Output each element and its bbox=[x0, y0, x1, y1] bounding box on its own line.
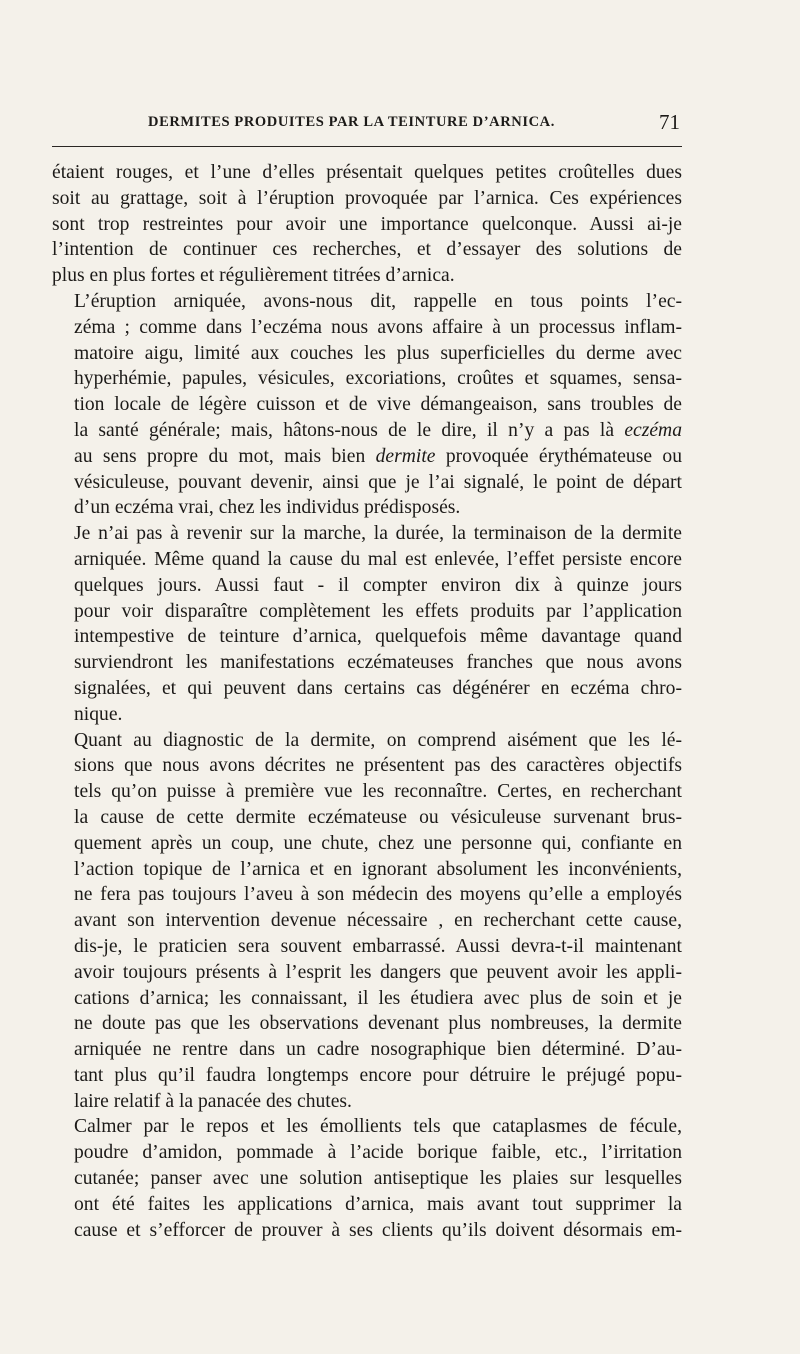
italic-term: dermite bbox=[375, 445, 436, 467]
text-line: intempestive de teinture d’arnica, quelquefois même davantage quand bbox=[74, 626, 682, 648]
text-line: cutanée; panser avec une solution antiseptique les plaies sur lesquelles bbox=[74, 1168, 682, 1190]
text-line: poudre d’amidon, pommade à l’acide borique faible, etc., l’irritation bbox=[74, 1142, 682, 1164]
text-line: quelques jours. Aussi faut - il compter environ dix à quinze jours bbox=[74, 574, 682, 596]
text-line: cations d’arnica; les connaissant, il les étudiera avec plus de soin et je bbox=[74, 987, 682, 1009]
paragraph bbox=[52, 289, 682, 521]
text-line: Calmer par le repos et les émollients tels que cataplasmes de fécule, bbox=[74, 1116, 682, 1138]
text-line: pour voir disparaître complètement les effets produits par l’application bbox=[74, 600, 682, 622]
text-line: laire relatif à la panacée des chutes. bbox=[74, 1090, 352, 1112]
text-line: tion locale de légère cuisson et de vive démangeaison, sans troubles de bbox=[74, 394, 682, 416]
running-title: DERMITES PRODUITES PAR LA TEINTURE D’ARNICA. bbox=[148, 114, 555, 130]
text-line: dis-je, le praticien sera souvent embarrassé. Aussi devra-t-il maintenant bbox=[74, 935, 682, 957]
body-text bbox=[52, 160, 682, 1243]
text-line: plus en plus fortes et régulièrement titrées d’arnica. bbox=[52, 265, 455, 287]
text-line: tels qu’on puisse à première vue les reconnaître. Certes, en recherchant bbox=[74, 781, 682, 803]
text-line: avant son intervention devenue nécessaire , en recherchant cette cause, bbox=[74, 910, 682, 932]
text-line: tant plus qu’il faudra longtemps encore pour détruire le préjugé popu- bbox=[74, 1064, 682, 1086]
text-line: L’éruption arniquée, avons-nous dit, rappelle en tous points l’ec- bbox=[74, 290, 682, 312]
text-line: ne fera pas toujours l’aveu à son médecin des moyens qu’elle a employés bbox=[74, 884, 682, 906]
page-number: 71 bbox=[659, 110, 680, 134]
text-line: ne doute pas que les observations devenant plus nombreuses, la dermite bbox=[74, 1013, 682, 1035]
text-line: au sens propre du mot, mais bien dermite provoquée érythémateuse ou bbox=[74, 445, 682, 467]
text-line: soit au grattage, soit à l’éruption provoquée par l’arnica. Ces expériences bbox=[52, 187, 682, 209]
paragraph bbox=[52, 160, 682, 289]
italic-term: eczéma bbox=[624, 419, 682, 441]
paragraph bbox=[52, 521, 682, 727]
text-line: d’un eczéma vrai, chez les individus prédisposés. bbox=[74, 497, 461, 519]
text-line: la cause de cette dermite eczémateuse ou vésiculeuse survenant brus- bbox=[74, 806, 682, 828]
text-line: la santé générale; mais, hâtons-nous de le dire, il n’y a pas là eczéma bbox=[74, 419, 682, 441]
text-line: Je n’ai pas à revenir sur la marche, la durée, la terminaison de la dermite bbox=[74, 523, 682, 545]
text-line: étaient rouges, et l’une d’elles présentait quelques petites croûtelles dues bbox=[52, 162, 682, 183]
paragraph bbox=[52, 1114, 682, 1243]
text-line: Quant au diagnostic de la dermite, on comprend aisément que les lé- bbox=[74, 729, 682, 751]
text-line: vésiculeuse, pouvant devenir, ainsi que je l’ai signalé, le point de départ bbox=[74, 471, 682, 493]
running-head bbox=[52, 110, 682, 140]
paragraph bbox=[52, 728, 682, 1115]
text-line: arniquée. Même quand la cause du mal est enlevée, l’effet persiste encore bbox=[74, 548, 682, 570]
text-line: nique. bbox=[74, 703, 123, 725]
text-line: sions que nous avons décrites ne présentent pas des caractères objectifs bbox=[74, 755, 682, 777]
header-rule bbox=[52, 146, 682, 147]
text-line: l’intention de continuer ces recherches, et d’essayer des solutions de bbox=[52, 239, 682, 261]
text-line: cause et s’efforcer de prouver à ses clients qu’ils doivent désormais em- bbox=[74, 1219, 682, 1241]
text-line: zéma ; comme dans l’eczéma nous avons affaire à un processus inflam- bbox=[74, 316, 682, 338]
text-line: arniquée ne rentre dans un cadre nosographique bien déterminé. D’au- bbox=[74, 1039, 682, 1061]
text-line: ont été faites les applications d’arnica, mais avant tout supprimer la bbox=[74, 1193, 682, 1215]
text-line: avoir toujours présents à l’esprit les dangers que peuvent avoir les appli- bbox=[74, 961, 682, 983]
text-line: signalées, et qui peuvent dans certains cas dégénérer en eczéma chro- bbox=[74, 677, 682, 699]
text-line: matoire aigu, limité aux couches les plus superficielles du derme avec bbox=[74, 342, 682, 364]
text-line: surviendront les manifestations eczémateuses franches que nous avons bbox=[74, 652, 682, 674]
text-line: sont trop restreintes pour avoir une importance quelconque. Aussi ai-je bbox=[52, 213, 682, 235]
text-line: quement après un coup, une chute, chez une personne qui, confiante en bbox=[74, 832, 682, 854]
text-line: hyperhémie, papules, vésicules, excoriations, croûtes et squames, sensa- bbox=[74, 368, 682, 390]
text-line: l’action topique de l’arnica et en ignorant absolument les inconvénients, bbox=[74, 858, 682, 880]
